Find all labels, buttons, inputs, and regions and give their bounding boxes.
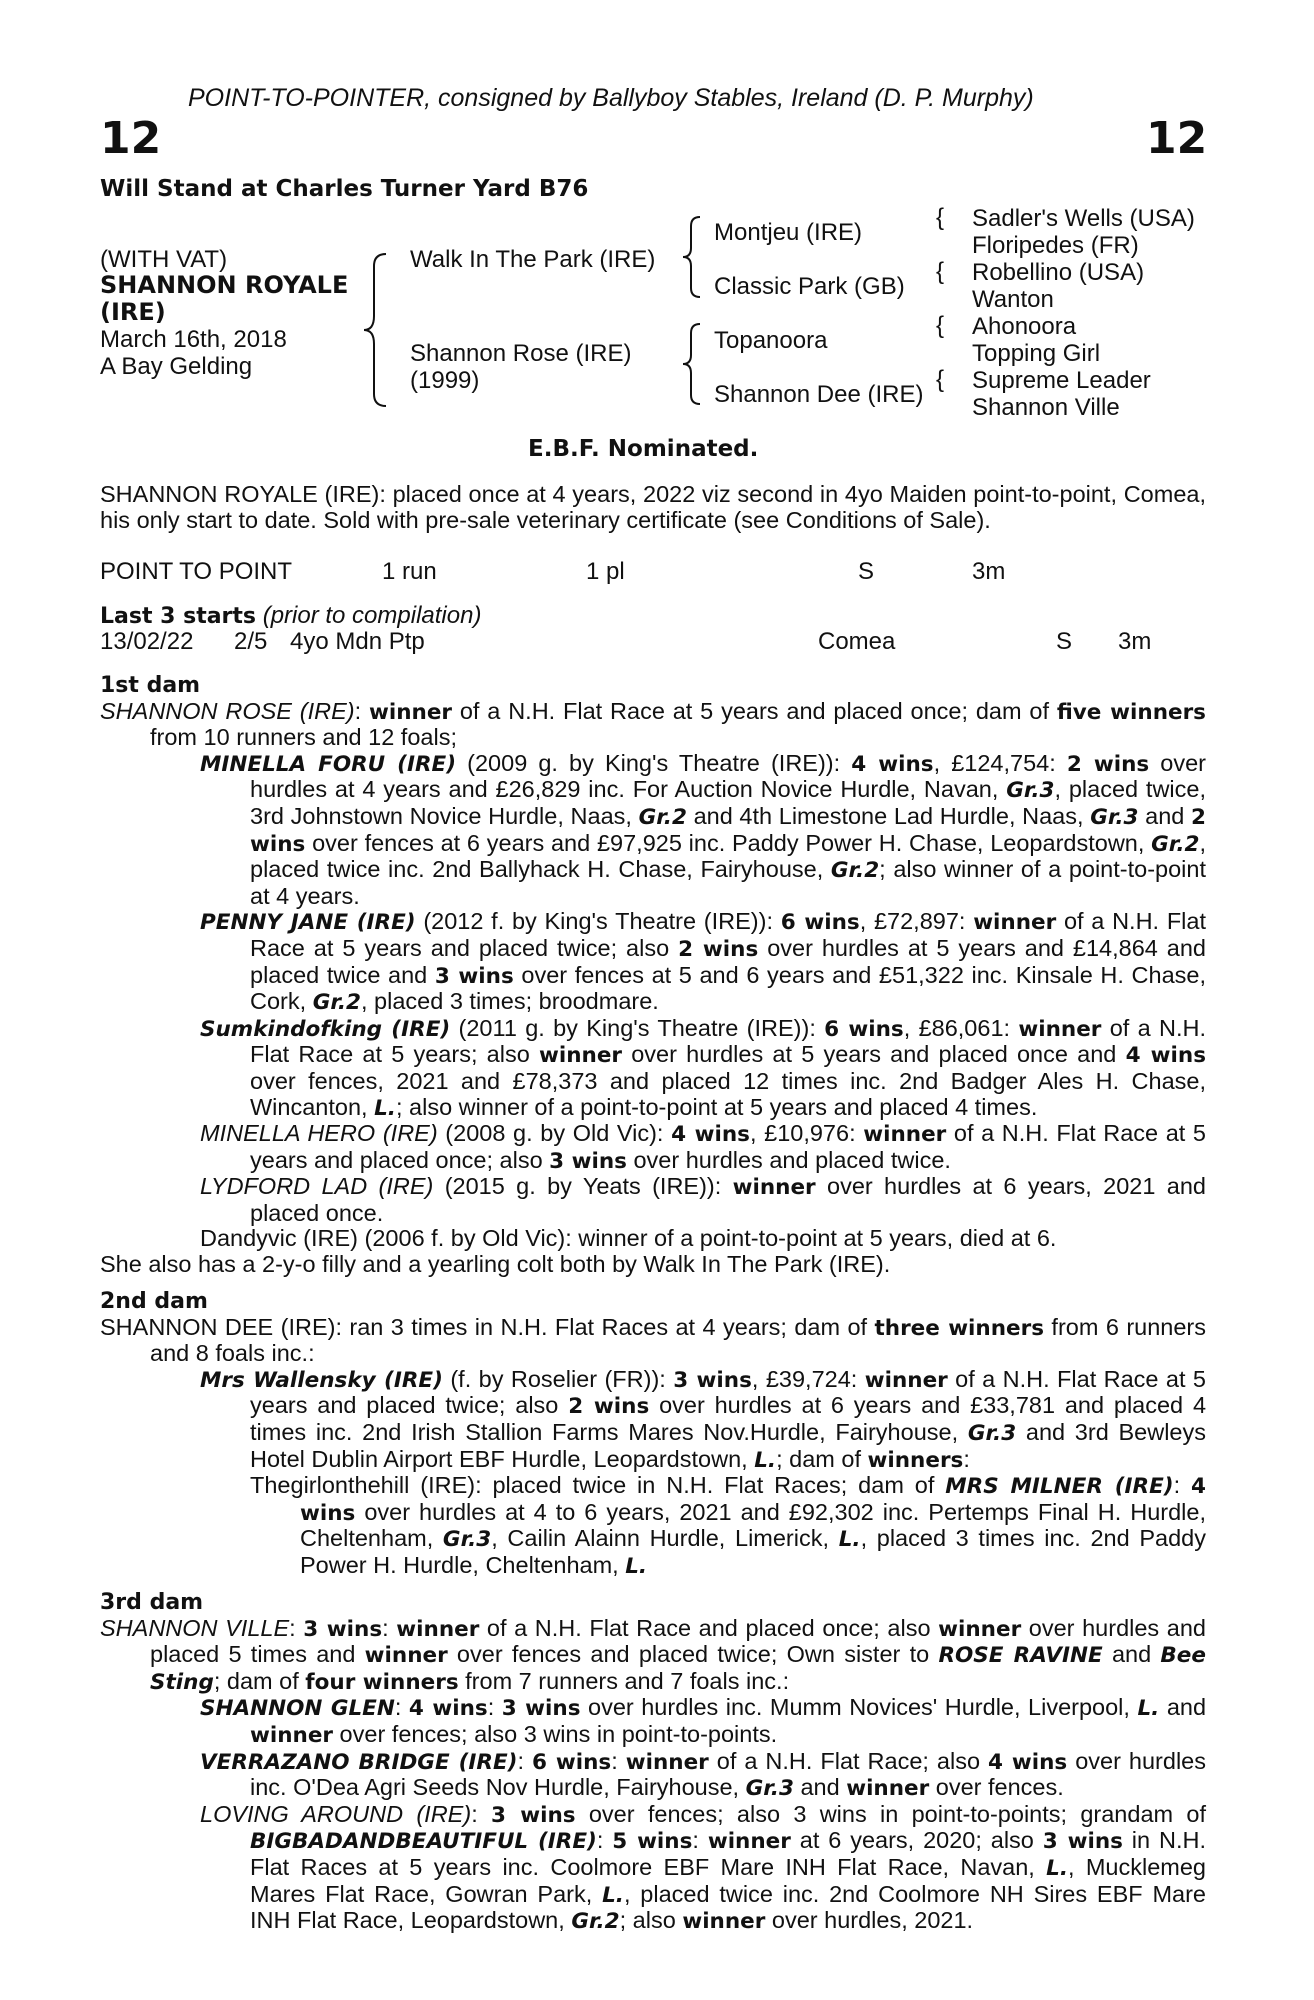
dam-sire: Topanoora <box>714 327 828 354</box>
produce-entry: Sumkindofking (IRE) (2011 g. by King's Theatre (IRE)): 6 wins, £86,061: winner of a N.H. Flat Race at 5 years; also winner over hurdles at 5 years and placed once and 4 wins over fences, 2021 and £78,373 and placed 12 times inc. 2nd Badger Ales H. Chase, Wincanton, L.; also winner of a point-to-point at 5 years and placed 4 times. <box>200 1014 1207 1121</box>
first-dam-text: SHANNON ROSE (IRE): winner of a N.H. Flat Race at 5 years and placed once; dam of five winners from 10 runners and 12 foals; <box>100 697 1206 751</box>
first-dam-heading: 1st dam <box>100 673 201 698</box>
produce-entry: SHANNON GLEN: 4 wins: 3 wins over hurdles inc. Mumm Novices' Hurdle, Liverpool, L. and winner over fences; also 3 wins in point-to-points. <box>200 1694 1207 1748</box>
produce-entry: PENNY JANE (IRE) (2012 f. by King's Theatre (IRE)): 6 wins, £72,897: winner of a N.H. Flat Race at 5 years and placed twice; also 2 wins over hurdles at 5 years and £14,864 and placed twice and 3 wins over fences at 5 and 6 years and £51,322 inc. Kinsale H. Chase, Cork, Gr.2, placed 3 times; broodmare. <box>200 908 1206 1016</box>
third-dam-section <box>100 1590 1206 1935</box>
start-position: 2/5 <box>234 628 268 655</box>
lot-number-left: 12 <box>100 113 162 164</box>
vat-note: (WITH VAT) <box>100 246 228 273</box>
pedigree-brace-gen1 <box>360 250 394 410</box>
brace-glyph: { <box>936 366 945 393</box>
start-going: S <box>1056 628 1073 655</box>
produce-entry: Mrs Wallensky (IRE) (f. by Roselier (FR)): 3 wins, £39,724: winner of a N.H. Flat Race at 5 years and placed twice; also 2 wins over hurdles at 6 years and £33,781 and placed 4 times inc. 2nd Irish Stallion Farms Mares Nov.Hurdle, Fairyhouse, Gr.3 and 3rd Bewleys Hotel Dublin Airport EBF Hurdle, Leopardstown, L.; dam of winners: <box>200 1365 1207 1473</box>
produce-entry: VERRAZANO BRIDGE (IRE): 6 wins: winner of a N.H. Flat Race; also 4 wins over hurdles inc. O'Dea Agri Seeds Nov Hurdle, Fairyhouse, Gr.3 and winner over fences. <box>200 1747 1206 1802</box>
gen3-dss: Ahonoora <box>972 313 1077 340</box>
gen3-dsd: Topping Girl <box>972 340 1101 367</box>
record-going: S <box>858 558 875 585</box>
gen3-sdd: Wanton <box>972 286 1054 313</box>
sire-dam: Classic Park (GB) <box>714 273 905 300</box>
dam-year: (1999) <box>410 367 480 394</box>
produce-entry: Thegirlonthehill (IRE): placed twice in N.H. Flat Races; dam of MRS MILNER (IRE): 4 wins over hurdles at 4 to 6 years, 2021 and £92,302 inc. Pertemps Final H. Hurdle, Cheltenham, Gr.3, Cailin Alainn Hurdle, Limerick, L., placed 3 times inc. 2nd Paddy Power H. Hurdle, Cheltenham, L. <box>250 1472 1206 1579</box>
horse-description: A Bay Gelding <box>100 353 253 380</box>
second-dam-heading: 2nd dam <box>100 1289 208 1314</box>
gen3-sss: Sadler's Wells (USA) <box>972 205 1195 232</box>
brace-glyph: { <box>936 312 945 339</box>
start-distance: 3m <box>1118 628 1152 655</box>
sire-sire: Montjeu (IRE) <box>714 219 863 246</box>
start-course: Comea <box>818 628 896 655</box>
foaling-date: March 16th, 2018 <box>100 326 287 353</box>
start-date: 13/02/22 <box>100 628 194 655</box>
second-dam-section <box>100 1289 1206 1580</box>
horse-country: (IRE) <box>100 298 166 326</box>
gen3-ssd: Floripedes (FR) <box>972 232 1139 259</box>
brace-glyph: { <box>936 204 945 231</box>
produce-entry: MINELLA HERO (IRE) (2008 g. by Old Vic): 4 wins, £10,976: winner of a N.H. Flat Race at 5 years and placed once; also 3 wins over hurdles and placed twice. <box>200 1120 1207 1174</box>
third-dam-text: SHANNON VILLE: 3 wins: winner of a N.H. Flat Race and placed once; also winner over hurdles and placed 5 times and winner over fences and placed twice; Own sister to ROSE RAVINE and Bee Sting; dam of four winners from 7 runners and 7 foals inc.: <box>100 1614 1206 1695</box>
last-starts-note: (prior to compilation) <box>262 602 482 629</box>
stand-location: Will Stand at Charles Turner Yard B76 <box>100 176 589 202</box>
horse-summary: SHANNON ROYALE (IRE): placed once at 4 years, 2022 viz second in 4yo Maiden point-to-point, Comea, his only start to date. Sold with pre-sale veterinary certificate (see Conditions of Sale). <box>100 481 1206 533</box>
record-label: POINT TO POINT <box>100 558 293 585</box>
page-header: POINT-TO-POINTER, consigned by Ballyboy Stables, Ireland (D. P. Murphy) <box>188 84 1034 112</box>
brace-glyph: { <box>936 258 945 285</box>
second-dam-text: SHANNON DEE (IRE): ran 3 times in N.H. Flat Races at 4 years; dam of three winners from 6 runners and 8 foals inc.: <box>100 1313 1206 1367</box>
gen3-ddd: Shannon Ville <box>972 394 1120 421</box>
dam: Shannon Rose (IRE) <box>410 340 632 367</box>
horse-name: SHANNON ROYALE <box>100 271 349 299</box>
produce-entry: LYDFORD LAD (IRE) (2015 g. by Yeats (IRE)): winner over hurdles at 6 years, 2021 and placed once. <box>200 1173 1206 1226</box>
record-distance: 3m <box>972 558 1006 585</box>
record-runs: 1 run <box>382 558 437 585</box>
sire: Walk In The Park (IRE) <box>410 246 656 273</box>
produce-entry: LOVING AROUND (IRE): 3 wins over fences; also 3 wins in point-to-points; grandam of BIGBADANDBEAUTIFUL (IRE): 5 wins: winner at 6 years, 2020; also 3 wins in N.H. Flat Races at 5 years inc. Coolmore EBF Mare INH Flat Race, Navan, L., Mucklemeg Mares Flat Race, Gowran Park, L., placed twice inc. 2nd Coolmore NH Sires EBF Mare INH Flat Race, Leopardstown, Gr.2; also winner over hurdles, 2021. <box>200 1800 1206 1935</box>
start-race: 4yo Mdn Ptp <box>290 628 425 655</box>
ebf-nominated: E.B.F. Nominated. <box>528 436 759 462</box>
record-placed: 1 pl <box>586 558 625 585</box>
last-starts-title: Last 3 starts <box>100 604 257 629</box>
first-dam-section <box>100 673 1206 1278</box>
gen3-sds: Robellino (USA) <box>972 259 1145 286</box>
pedigree-brace-dam <box>680 321 706 407</box>
third-dam-heading: 3rd dam <box>100 1590 204 1615</box>
lot-number-right: 12 <box>1146 113 1208 164</box>
produce-entry: MINELLA FORU (IRE) (2009 g. by King's Theatre (IRE)): 4 wins, £124,754: 2 wins over hurdles at 4 years and £26,829 inc. For Auction Novice Hurdle, Navan, Gr.3, placed twice, 3rd Johnstown Novice Hurdle, Naas, Gr.2 and 4th Limestone Lad Hurdle, Naas, Gr.3 and 2 wins over fences at 6 years and £97,925 inc. Paddy Power H. Chase, Leopardstown, Gr.2, placed twice inc. 2nd Ballyhack H. Chase, Fairyhouse, Gr.2; also winner of a point-to-point at 4 years. <box>200 749 1206 909</box>
gen3-dds: Supreme Leader <box>972 367 1151 394</box>
produce-note: She also has a 2-y-o filly and a yearling colt both by Walk In The Park (IRE). <box>100 1251 891 1278</box>
pedigree-brace-sire <box>680 214 706 300</box>
last-starts-heading <box>100 602 481 630</box>
produce-entry: Dandyvic (IRE) (2006 f. by Old Vic): winner of a point-to-point at 5 years, died at 6. <box>200 1225 1057 1252</box>
dam-dam: Shannon Dee (IRE) <box>714 381 924 408</box>
